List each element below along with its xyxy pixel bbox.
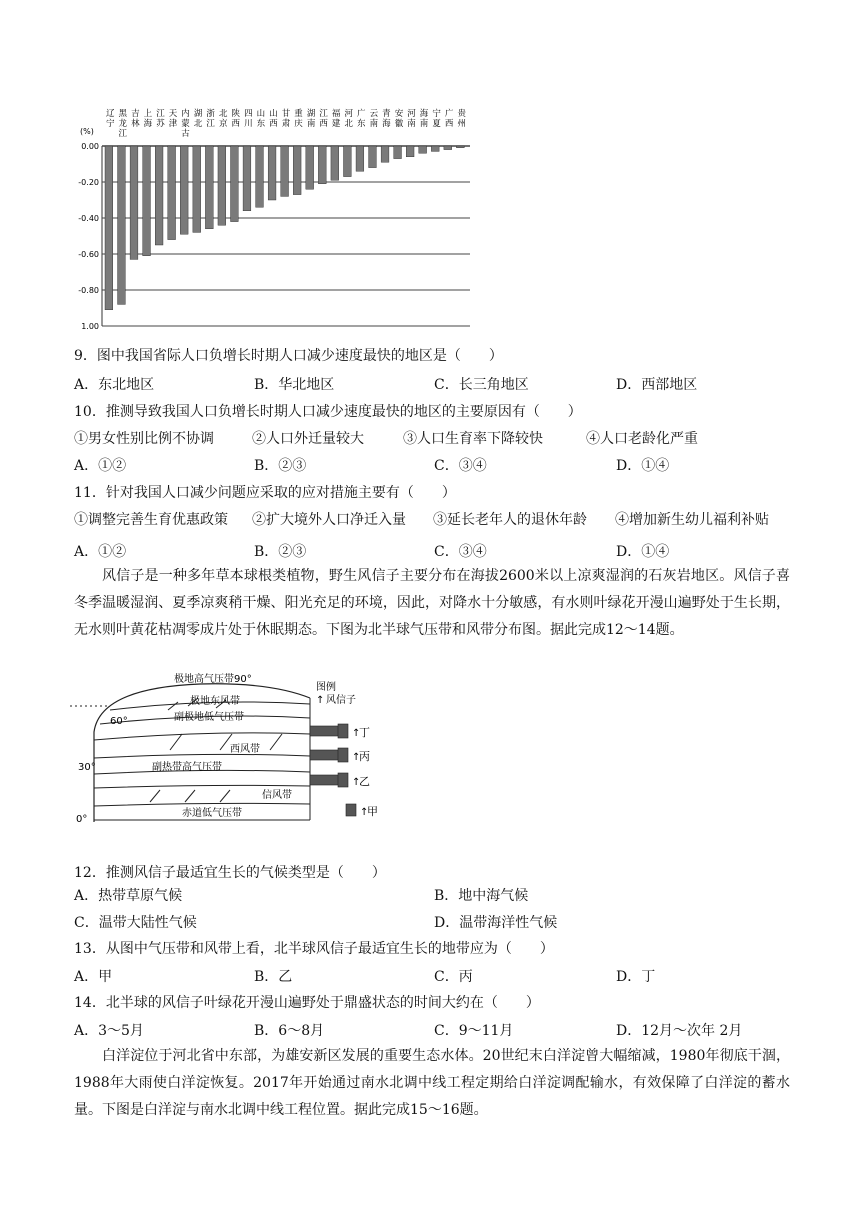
category-label: 云南 bbox=[369, 109, 379, 129]
category-label: 黑龙江 bbox=[118, 109, 128, 139]
passage-baiyangdian: 白洋淀位于河北省中东部，为雄安新区发展的重要生态水体。20世纪末白洋淀曾大幅缩减，1980年彻底干涸，1988年大雨使白洋淀恢复。2017年开始通过南水北调中线工程定期给白洋淀调配输水，有效保障了白洋淀的蓄水量。下图是白洋淀与南水北调中线工程位置。据此完成15～16题。 bbox=[74, 1048, 790, 1118]
category-label: 甘肃 bbox=[281, 109, 291, 129]
y-tick-label: -0.40 bbox=[78, 214, 99, 223]
bar-12 bbox=[256, 146, 264, 207]
category-label: 福建 bbox=[331, 109, 341, 129]
q13-option-c: C．丙 bbox=[434, 969, 473, 985]
q10-stem: 10．推测导致我国人口负增长时期人口减少速度最快的地区的主要原因有（ ） bbox=[74, 404, 582, 420]
bar-6 bbox=[180, 146, 188, 234]
bar-2 bbox=[130, 146, 138, 259]
bar-15 bbox=[293, 146, 301, 195]
label-lat-0: 0° bbox=[76, 814, 88, 825]
bar-24 bbox=[406, 146, 414, 157]
bar-3 bbox=[143, 146, 151, 256]
q14-option-b: B．6～8月 bbox=[254, 1023, 325, 1039]
category-label: 内蒙古 bbox=[181, 109, 190, 139]
bar-21 bbox=[369, 146, 377, 168]
category-label: 四川 bbox=[244, 109, 253, 129]
category-label: 山西 bbox=[269, 109, 278, 129]
q12-option-c: C．温带大陆性气候 bbox=[74, 915, 197, 931]
category-label: 广西 bbox=[444, 109, 454, 129]
legend-title: 图例 bbox=[316, 682, 336, 693]
passage-hyacinth: 风信子是一种多年草本球根类植物，野生风信子主要分布在海拔2600米以上凉爽湿润的石灰岩地区。风信子喜冬季温暖湿润、夏季凉爽稍干燥、阳光充足的环境，因此，对降水十分敏感，有水则叶绿花开漫山遍野处于生长期，无水则叶黄花枯凋零成片处于休眠期态。下图为北半球气压带和风带分布图。据此完成12～14题。 bbox=[74, 568, 790, 638]
q14-stem: 14．北半球的风信子叶绿花开漫山遍野处于鼎盛状态的时间大约在（ ） bbox=[74, 995, 540, 1011]
category-label: 河南 bbox=[407, 109, 416, 129]
bar-1 bbox=[118, 146, 126, 304]
bar-jia bbox=[346, 804, 356, 816]
label-polar-east: 极地东风带 bbox=[190, 696, 240, 707]
q13-stem: 13．从图中气压带和风带上看，北半球风信子最适宜生长的地带应为（ ） bbox=[74, 941, 554, 957]
label-lat-30: 30° bbox=[78, 762, 96, 773]
q11-item-4: ④增加新生幼儿福利补贴 bbox=[615, 512, 769, 528]
category-label: 安徽 bbox=[394, 109, 404, 129]
bar-16 bbox=[306, 146, 314, 189]
bar-18 bbox=[331, 146, 339, 180]
q9-option-a: A．东北地区 bbox=[74, 377, 155, 393]
bar-19 bbox=[343, 146, 351, 177]
bar-7 bbox=[193, 146, 201, 232]
y-tick-label: -0.80 bbox=[78, 286, 99, 295]
q11-option-b: B．②③ bbox=[254, 544, 307, 560]
bar-13 bbox=[268, 146, 276, 200]
bar-0 bbox=[105, 146, 113, 310]
zone-bing-label: 丙 bbox=[359, 750, 370, 763]
label-equatorial-low: 赤道低气压带 bbox=[182, 808, 242, 819]
q10-item-4: ④人口老龄化严重 bbox=[586, 431, 698, 447]
category-label: 吉林 bbox=[131, 109, 140, 129]
y-tick-label: -0.20 bbox=[78, 178, 99, 187]
label-lat-60: 60° bbox=[110, 716, 128, 727]
q9-stem: 9．图中我国省际人口负增长时期人口减少速度最快的地区是（ ） bbox=[74, 348, 503, 364]
label-trade-winds: 信风带 bbox=[262, 790, 292, 801]
q11-item-2: ②扩大境外人口净迁入量 bbox=[252, 512, 406, 528]
q11-option-d: D．①④ bbox=[616, 544, 670, 560]
bar-27 bbox=[444, 146, 452, 150]
category-label: 湖北 bbox=[193, 109, 203, 129]
bar-23 bbox=[394, 146, 402, 159]
q11-item-3: ③延长老年人的退休年龄 bbox=[433, 512, 587, 528]
category-label: 山东 bbox=[256, 109, 266, 129]
category-label: 上海 bbox=[143, 109, 153, 129]
y-tick-label: 1.00 bbox=[81, 322, 99, 331]
bar-14 bbox=[281, 146, 289, 196]
category-label: 天津 bbox=[168, 109, 178, 129]
category-label: 辽宁 bbox=[106, 109, 115, 129]
label-subpolar-low: 副极地低气压带 bbox=[174, 712, 244, 723]
bar-5 bbox=[168, 146, 176, 240]
bar-ding-end bbox=[338, 724, 348, 738]
label-westerlies: 西风带 bbox=[230, 744, 260, 755]
bar-17 bbox=[318, 146, 326, 184]
y-tick-label: -0.60 bbox=[78, 250, 99, 259]
bar-11 bbox=[243, 146, 251, 211]
bar-22 bbox=[381, 146, 389, 162]
q12-option-a: A．热带草原气候 bbox=[74, 888, 183, 904]
q12-option-d: D．温带海洋性气候 bbox=[434, 915, 558, 931]
pressure-wind-belt-diagram bbox=[70, 672, 400, 834]
zone-yi-label: 乙 bbox=[359, 775, 370, 788]
bar-20 bbox=[356, 146, 364, 171]
category-label: 湖南 bbox=[306, 109, 316, 129]
q10-item-3: ③人口生育率下降较快 bbox=[403, 431, 543, 447]
legend-item-label: 风信子 bbox=[326, 695, 356, 706]
q13-option-d: D．丁 bbox=[616, 969, 656, 985]
zone-yi-arrow-icon: ↑ bbox=[352, 777, 361, 788]
q14-option-a: A．3～5月 bbox=[74, 1023, 144, 1039]
label-polar-high: 极地高气压带90° bbox=[174, 674, 252, 685]
q10-option-c: C．③④ bbox=[434, 458, 487, 474]
category-label: 江西 bbox=[319, 109, 328, 129]
bar-4 bbox=[155, 146, 163, 245]
category-label: 陕西 bbox=[231, 109, 241, 129]
bar-8 bbox=[205, 146, 213, 229]
category-label: 江苏 bbox=[156, 109, 165, 129]
population-decline-chart bbox=[70, 104, 480, 334]
bar-28 bbox=[456, 146, 464, 148]
q11-stem: 11．针对我国人口减少问题应采取的应对措施主要有（ ） bbox=[74, 485, 456, 501]
label-subtropical-high: 副热带高气压带 bbox=[152, 762, 222, 773]
q13-option-b: B．乙 bbox=[254, 969, 293, 985]
q11-item-1: ①调整完善生育优惠政策 bbox=[74, 512, 228, 528]
bar-bing-end bbox=[338, 748, 348, 762]
q11-option-a: A．①② bbox=[74, 544, 127, 560]
q9-option-c: C．长三角地区 bbox=[434, 377, 529, 393]
category-label: 海南 bbox=[419, 109, 429, 129]
bar-25 bbox=[419, 146, 427, 153]
zone-jia-label: 甲 bbox=[367, 805, 378, 818]
bar-yi-end bbox=[338, 773, 348, 787]
q9-option-b: B．华北地区 bbox=[254, 377, 335, 393]
q10-option-d: D．①④ bbox=[616, 458, 670, 474]
category-label: 浙江 bbox=[206, 109, 215, 129]
category-label: 贵州 bbox=[457, 109, 466, 129]
category-label: 广东 bbox=[357, 109, 366, 129]
q10-item-2: ②人口外迁量较大 bbox=[252, 431, 364, 447]
bar-26 bbox=[431, 146, 439, 151]
q14-option-d: D．12月～次年 2月 bbox=[616, 1023, 743, 1039]
category-label: 宁夏 bbox=[432, 109, 441, 129]
category-label: 青海 bbox=[382, 109, 391, 129]
q12-stem: 12．推测风信子最适宜生长的气候类型是（ ） bbox=[74, 865, 386, 881]
zone-bing-arrow-icon: ↑ bbox=[352, 752, 361, 763]
q11-option-c: C．③④ bbox=[434, 544, 487, 560]
legend-arrow-icon: ↑ bbox=[316, 695, 325, 706]
category-label: 河北 bbox=[344, 109, 353, 129]
y-unit-label: (%) bbox=[80, 127, 94, 136]
q9-option-d: D．西部地区 bbox=[616, 377, 698, 393]
q10-item-1: ①男女性别比例不协调 bbox=[74, 431, 214, 447]
q13-option-a: A．甲 bbox=[74, 969, 113, 985]
category-label: 北京 bbox=[218, 109, 228, 129]
q10-option-b: B．②③ bbox=[254, 458, 307, 474]
y-tick-label: 0.00 bbox=[81, 142, 99, 151]
category-label: 重庆 bbox=[294, 109, 303, 129]
zone-ding-label: 丁 bbox=[359, 726, 370, 739]
bar-9 bbox=[218, 146, 226, 225]
q10-option-a: A．①② bbox=[74, 458, 127, 474]
bar-10 bbox=[231, 146, 239, 222]
zone-ding-arrow-icon: ↑ bbox=[352, 728, 361, 739]
q14-option-c: C．9～11月 bbox=[434, 1023, 514, 1039]
zone-jia-arrow-icon: ↑ bbox=[360, 807, 369, 818]
q12-option-b: B．地中海气候 bbox=[434, 888, 529, 904]
